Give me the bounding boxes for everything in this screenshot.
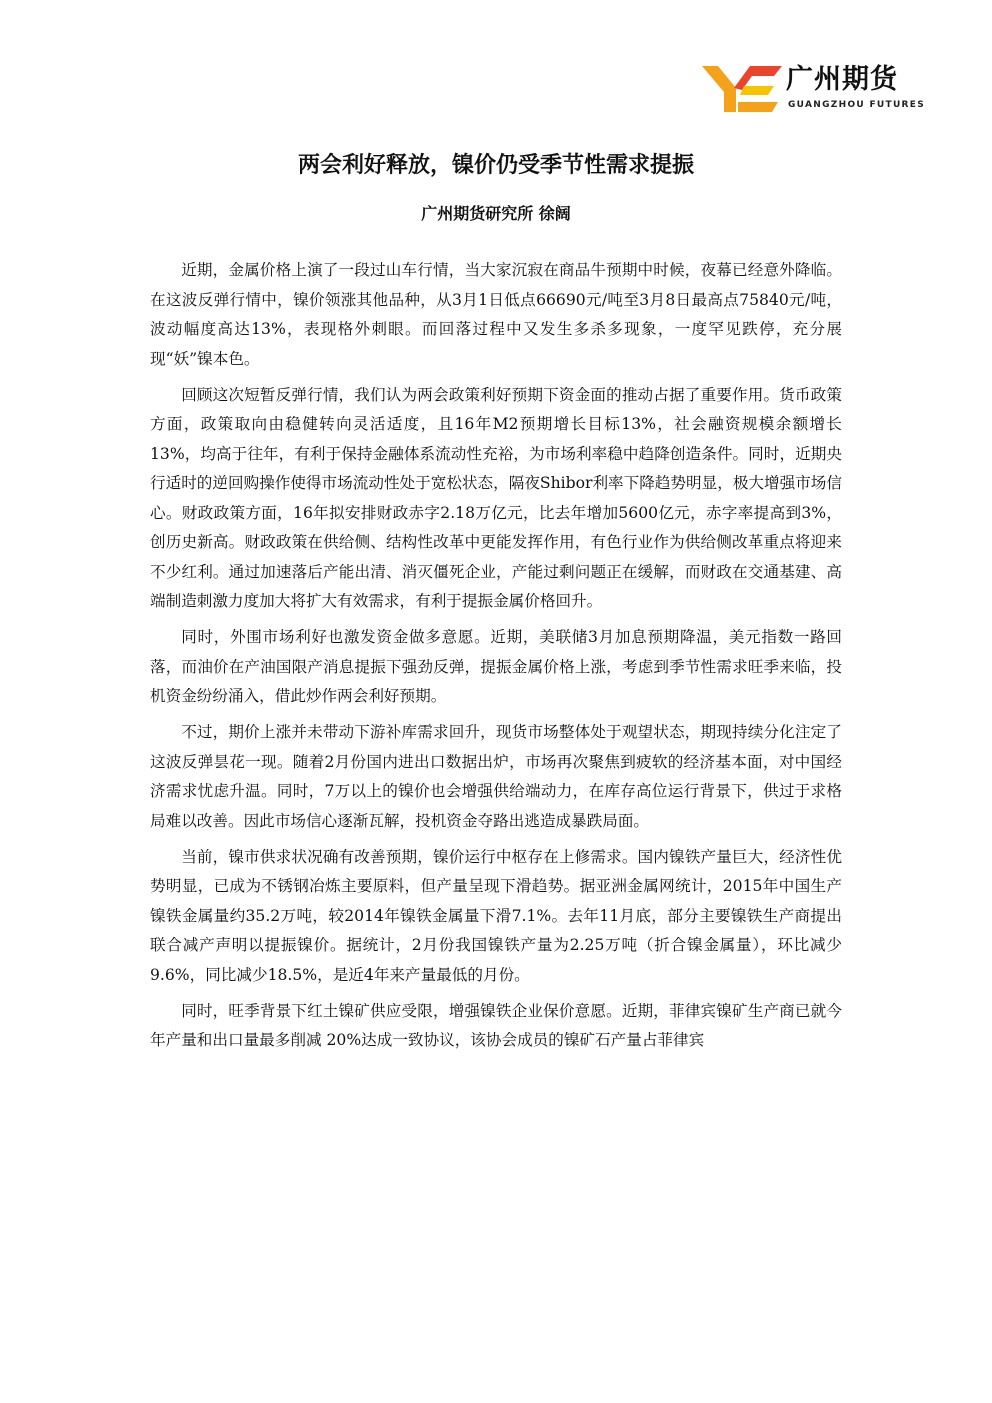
logo-left-arm	[702, 66, 736, 112]
logo-middle-bar	[740, 86, 774, 95]
article-paragraph: 当前，镍市供求状况确有改善预期，镍价运行中枢存在上修需求。国内镍铁产量巨大，经济性优势明显，已成为不锈钢冶炼主要原料，但产量呈现下滑趋势。据亚洲金属网统计，2015年中国生产镍铁金属量约35.2万吨，较2014年镍铁金属量下滑7.1%。去年11月底，部分主要镍铁生产商提出联合减产声明以提振镍价。据统计，2月份我国镍铁产量为2.25万吨（折合镍金属量），环比减少9.6%，同比减少18.5%，是近4年来产量最低的月份。	[150, 847, 842, 984]
logo-company-name: 广州期货	[786, 64, 898, 95]
article-body	[150, 256, 842, 1062]
guangzhou-futures-logo-icon	[700, 64, 784, 114]
company-logo	[700, 64, 925, 114]
logo-bottom-bar	[738, 102, 778, 112]
article-title: 两会利好释放，镍价仍受季节性需求提振	[297, 153, 694, 178]
article-paragraph: 近期，金属价格上演了一段过山车行情，当大家沉寂在商品牛预期中时候，夜幕已经意外降临。在这波反弹行情中，镍价领涨其他品种，从3月1日低点66690元/吨至3月8日最高点75840元/吨，波动幅度高达13%，表现格外刺眼。而回落过程中又发生多杀多现象，一度罕见跌停，充分展现“妖”镍本色。	[150, 261, 842, 368]
logo-company-english: GUANGZHOU FUTURES	[788, 100, 926, 110]
article-paragraph: 同时，外围市场利好也激发资金做多意愿。近期，美联储3月加息预期降温，美元指数一路回落，而油价在产油国限产消息提振下强劲反弹，提振金属价格上涨，考虑到季节性需求旺季来临，投机资金纷纷涌入，借此炒作两会利好预期。	[150, 628, 842, 705]
article-byline: 广州期货研究所 徐阔	[421, 204, 571, 223]
article-paragraph: 同时，旺季背景下红土镍矿供应受限，增强镍铁企业保价意愿。近期，菲律宾镍矿生产商已就今年产量和出口量最多削减 20%达成一致协议，该协会成员的镍矿石产量占菲律宾	[150, 1001, 842, 1049]
article-paragraph: 回顾这次短暂反弹行情，我们认为两会政策利好预期下资金面的推动占据了重要作用。货币政策方面，政策取向由稳健转向灵活适度，且16年M2预期增长目标13%，社会融资规模余额增长13%，均高于往年，有利于保持金融体系流动性充裕，为市场利率稳中趋降创造条件。同时，近期央行适时的逆回购操作使得市场流动性处于宽松状态，隔夜Shibor利率下降趋势明显，极大增强市场信心。财政政策方面，16年拟安排财政赤字2.18万亿元，比去年增加5600亿元，赤字率提高到3%，创历史新高。财政政策在供给侧、结构性改革中更能发挥作用，有色行业作为供给侧改革重点将迎来不少红利。通过加速落后产能出清、消灭僵死企业，产能过剩问题正在缓解，而财政在交通基建、高端制造刺激力度加大将扩大有效需求，有利于提振金属价格回升。	[150, 385, 842, 610]
article-paragraph: 不过，期价上涨并未带动下游补库需求回升，现货市场整体处于观望状态，期现持续分化注定了这波反弹昙花一现。随着2月份国内进出口数据出炉，市场再次聚焦到疲软的经济基本面，对中国经济需求忧虑升温。同时，7万以上的镍价也会增强供给端动力，在库存高位运行背景下，供过于求格局难以改善。因此市场信心逐渐瓦解，投机资金夺路出逃造成暴跌局面。	[150, 723, 842, 830]
